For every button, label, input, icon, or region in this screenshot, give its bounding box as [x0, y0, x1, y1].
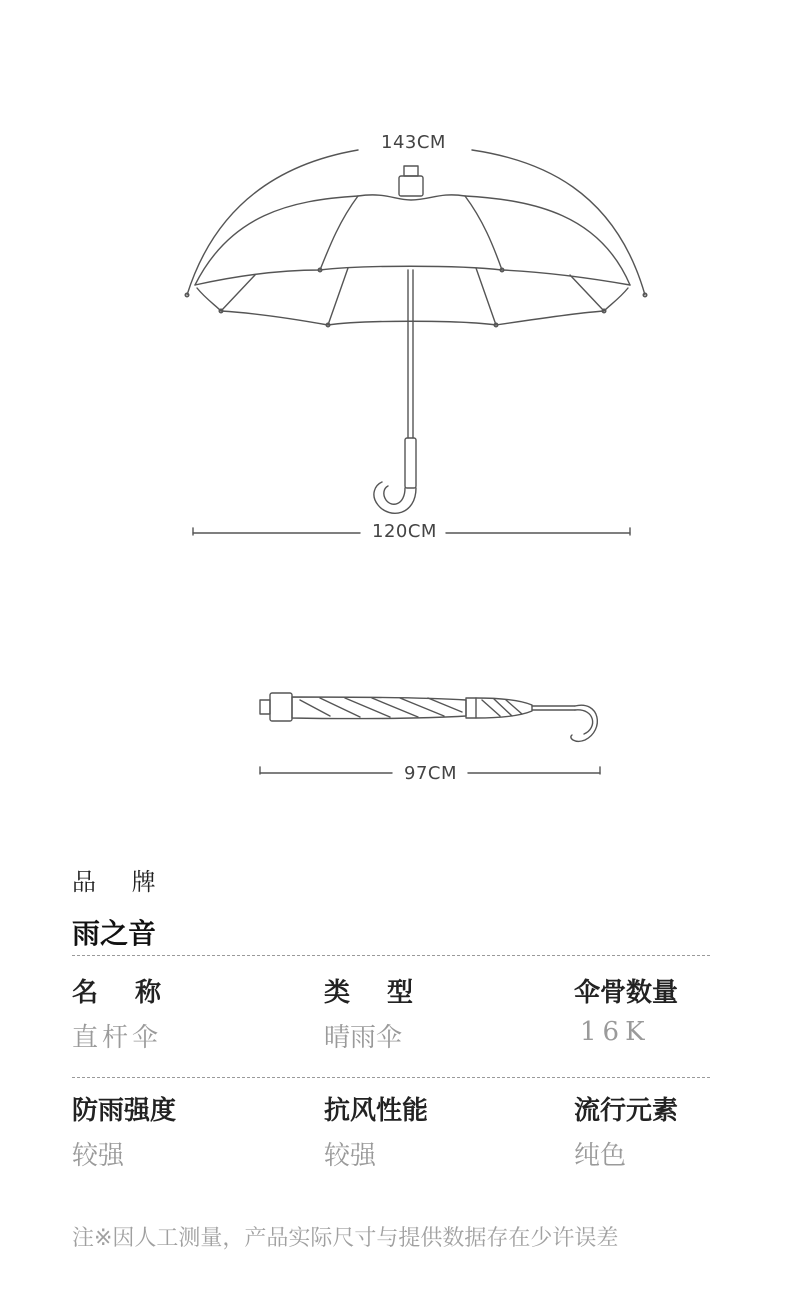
spec-label: 流行元素: [574, 1096, 679, 1126]
brand-value: 雨之音: [72, 917, 157, 950]
spec-label: 名 称: [72, 978, 176, 1008]
divider: [72, 955, 710, 956]
open-width-label: 120CM: [366, 521, 443, 543]
spec-value: 较强: [72, 1141, 125, 1171]
open-span-label: 143CM: [375, 132, 452, 154]
spec-label: 伞骨数量: [574, 978, 679, 1008]
closed-length-label: 97CM: [398, 763, 463, 785]
spec-label: 防雨强度: [72, 1096, 177, 1126]
spec-rib-count: [574, 972, 678, 1047]
spec-label: 类 型: [324, 978, 428, 1008]
spec-type: [324, 972, 427, 1054]
spec-value: 纯色: [574, 1141, 627, 1171]
spec-style: [574, 1090, 678, 1172]
spec-label: 抗风性能: [324, 1096, 429, 1126]
spec-value: 16K: [580, 1017, 651, 1047]
spec-rain-resistance: [72, 1090, 176, 1172]
divider: [72, 1077, 710, 1078]
spec-wind-resistance: [324, 1090, 428, 1172]
spec-value: 较强: [324, 1141, 377, 1171]
spec-value: 直杆伞: [72, 1023, 163, 1053]
measurement-note: 注※因人工测量，产品实际尺寸与提供数据存在少许误差: [72, 1226, 619, 1251]
brand-label: 品 牌: [72, 868, 170, 896]
spec-name: [72, 972, 175, 1054]
spec-value: 晴雨伞: [324, 1023, 403, 1053]
